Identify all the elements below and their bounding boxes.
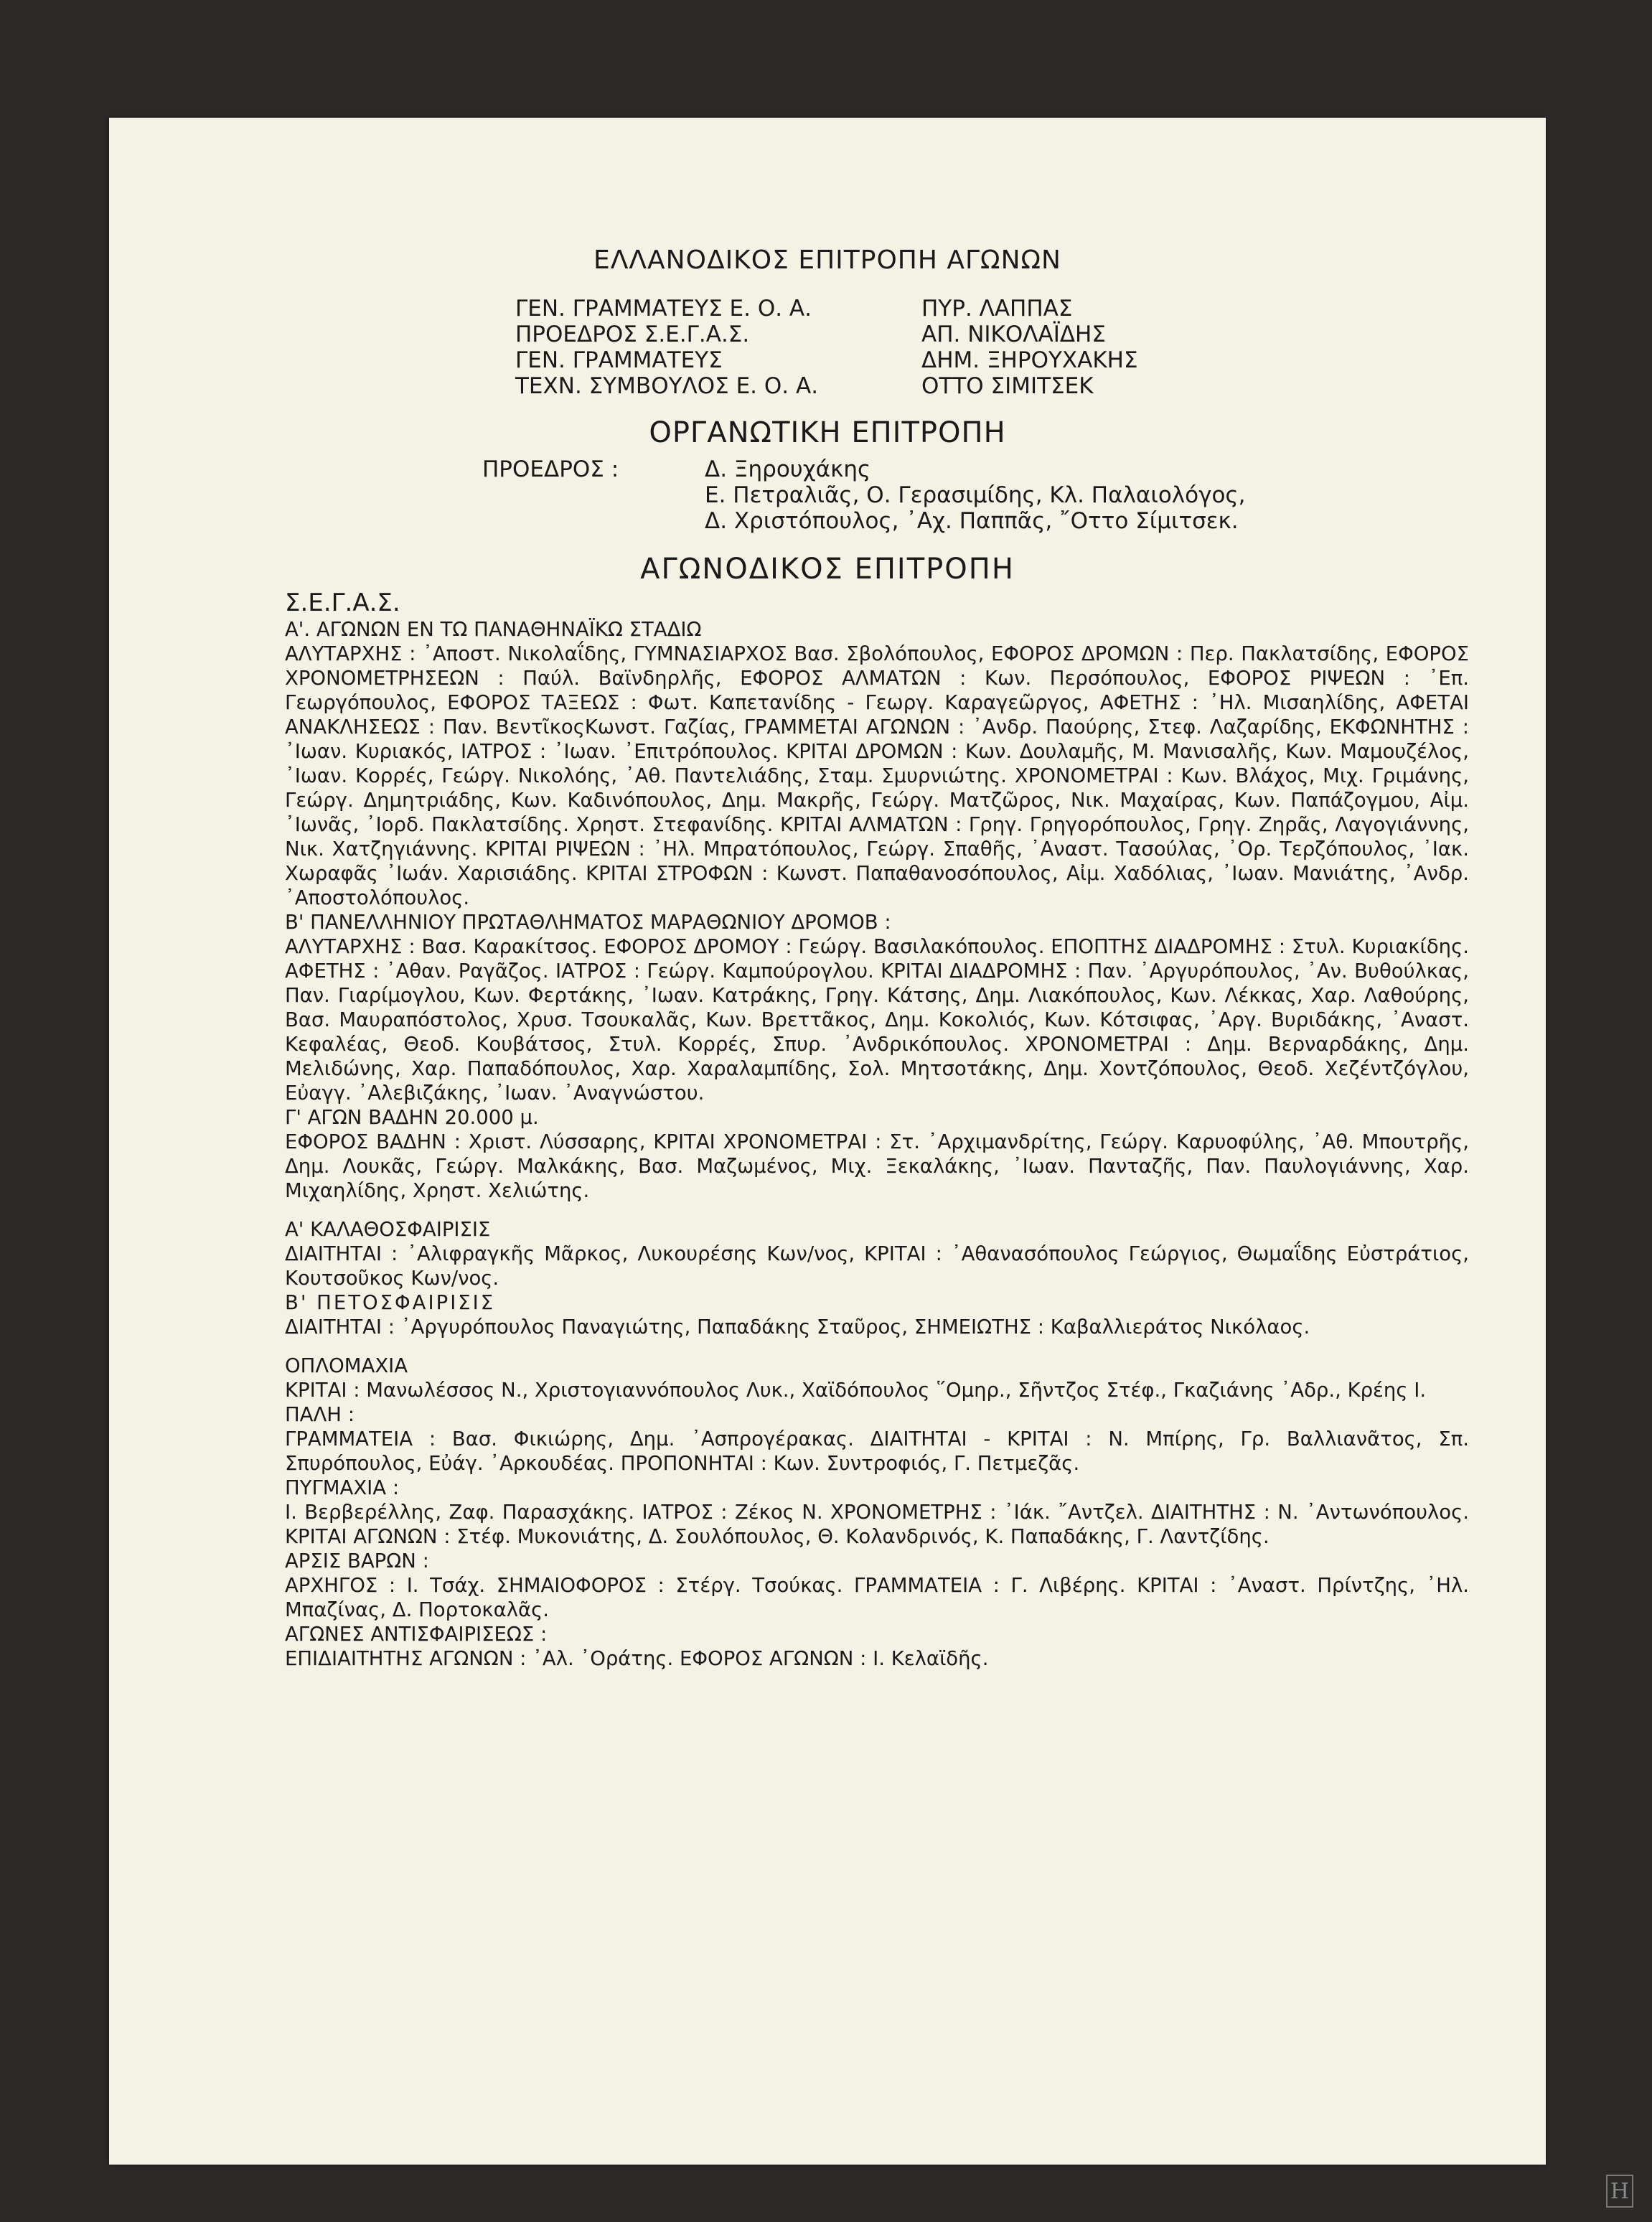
organizing-line: Δ. Χριστόπουλος, ᾿Αχ. Παππᾶς, ῎Οττο Σίμιτσεκ. [705, 508, 1239, 534]
official-role: ΓΕΝ. ΓΡΑΜΜΑΤΕΥΣ Ε. Ο. Α. [515, 296, 812, 322]
official-name: ΠΥΡ. ΛΑΠΠΑΣ [921, 296, 1073, 322]
section-heading-stadium: Α'. ΑΓΩΝΩΝ ΕΝ ΤΩ ΠΑΝΑΘΗΝΑΪΚΩ ΣΤΑΔΙΩ [285, 618, 702, 641]
heading-organizing-committee: ΟΡΓΑΝΩΤΙΚΗ ΕΠΙΤΡΟΠΗ [649, 416, 1006, 449]
organizing-line: Ε. Πετραλιᾶς, Ο. Γερασιμίδης, Κλ. Παλαιολόγος, [705, 482, 1246, 508]
section-heading-volleyball: Β' ΠΕΤΟΣΦΑΙΡΙΣΙΣ [285, 1291, 496, 1314]
section-text-volleyball: ΔΙΑΙΤΗΤΑΙ : ᾿Αργυρόπουλος Παναγιώτης, Παπαδάκης Σταῦρος, ΣΗΜΕΙΩΤΗΣ : Καβαλλιεράτος Νικόλαος. [285, 1316, 1310, 1339]
heading-agonodikos-committee: ΑΓΩΝΟΔΙΚΟΣ ΕΠΙΤΡΟΠΗ [640, 553, 1015, 586]
section-text-table-tennis: ΕΠΙΔΙΑΙΤΗΤΗΣ ΑΓΩΝΩΝ : ᾿Αλ. ᾿Οράτης. ΕΦΟΡΟΣ ΑΓΩΝΩΝ : Ι. Κελαϊδῆς. [285, 1647, 989, 1670]
section-text-boxing: Ι. Βερβερέλλης, Ζαφ. Παρασχάκης. ΙΑΤΡΟΣ : Ζέκος Ν. ΧΡΟΝΟΜΕΤΡΗΣ : ᾿Ιάκ. ῎Αντζελ. ΔΙΑΙΤΗΤΗΣ : Ν. ᾿Αντωνόπουλος. ΚΡΙΤΑΙ ΑΓΩΝΩΝ : Στέφ. Μυκονιάτης, Δ. Σουλόπουλος, Θ. Κολανδρινός, Κ. Παπαδάκης, Γ. Λαντζίδης. [285, 1501, 1469, 1548]
section-heading-table-tennis: ΑΓΩΝΕΣ ΑΝΤΙΣΦΑΙΡΙΣΕΩΣ : [285, 1623, 548, 1646]
section-heading-boxing: ΠΥΓΜΑΧΙΑ : [285, 1476, 400, 1499]
organizing-members [705, 456, 1245, 534]
official-role: ΠΡΟΕΔΡΟΣ Σ.Ε.Γ.Α.Σ. [515, 322, 750, 347]
section-heading-basketball: Α' ΚΑΛΑΘΟΣΦΑΙΡΙΣΙΣ [285, 1218, 491, 1241]
section-text-fencing: ΚΡΙΤΑΙ : Μανωλέσσος Ν., Χριστογιαννόπουλος Λυκ., Χαϊδόπουλος ῞Ομηρ., Σῆντζος Στέφ., Γκαζιάνης ᾿Αδρ., Κρέης Ι. [285, 1379, 1427, 1402]
section-text-wrestling: ΓΡΑΜΜΑΤΕΙΑ : Βασ. Φικιώρης, Δημ. ᾿Ασπρογέρακας. ΔΙΑΙΤΗΤΑΙ - ΚΡΙΤΑΙ : Ν. Μπίρης, Γρ. Βαλλιανᾶτος, Σπ. Σπυρόπουλος, Εὐάγ. ᾿Αρκουδέας. ΠΡΟΠΟΝΗΤΑΙ : Κων. Συντροφιός, Γ. Πετμεζᾶς. [285, 1428, 1469, 1475]
heading-hellanodikos-committee: ΕΛΛΑΝΟΔΙΚΟΣ ΕΠΙΤΡΟΠΗ ΑΓΩΝΩΝ [593, 245, 1061, 275]
section-heading-marathon: Β' ΠΑΝΕΛΛΗΝΙΟΥ ΠΡΩΤΑΘΛΗΜΑΤΟΣ ΜΑΡΑΘΩΝΙΟΥ ΔΡΟΜΟΒ : [285, 911, 891, 934]
section-text-stadium: ΑΛΥΤΑΡΧΗΣ : ᾿Αποστ. Νικολαΐδης, ΓΥΜΝΑΣΙΑΡΧΟΣ Βασ. Σβολόπουλος, ΕΦΟΡΟΣ ΔΡΟΜΩΝ : Περ. Πακλατσίδης, ΕΦΟΡΟΣ ΧΡΟΝΟΜΕΤΡΗΣΕΩΝ : Παύλ. Βαϊνδηρλῆς, ΕΦΟΡΟΣ ΑΛΜΑΤΩΝ : Κων. Περσόπουλος, ΕΦΟΡΟΣ ΡΙΨΕΩΝ : ᾿Επ. Γεωργόπουλος, ΕΦΟΡΟΣ ΤΑΞΕΩΣ : Φωτ. Καπετανίδης - Γεωργ. Καραγεῶργος, ΑΦΕΤΗΣ : ᾿Ηλ. Μισαηλίδης, ΑΦΕΤΑΙ ΑΝΑΚΛΗΣΕΩΣ : Παν. ΒεντῖκοςΚωνστ. Γαζίας, ΓΡΑΜΜΕΤΑΙ ΑΓΩΝΩΝ : ᾿Ανδρ. Παούρης, Στεφ. Λαζαρίδης, ΕΚΦΩΝΗΤΗΣ : ᾿Ιωαν. Κυριακός, ΙΑΤΡΟΣ : ᾿Ιωαν. ᾿Επιτρόπουλος. ΚΡΙΤΑΙ ΔΡΟΜΩΝ : Κων. Δουλαμῆς, Μ. Μανισαλῆς, Κων. Μαμουζέλος, ᾿Ιωαν. Κορρές, Γεώργ. Νικολόης, ᾿Αθ. Παντελιάδης, Σταμ. Σμυρνιώτης. ΧΡΟΝΟΜΕΤΡΑΙ : Κων. Βλάχος, Μιχ. Γριμάνης, Γεώργ. Δημητριάδης, Κων. Καδινόπουλος, Δημ. Μακρῆς, Γεώργ. Ματζῶρος, Νικ. Μαχαίρας, Κων. Παπάζογμου, Αἰμ. ᾿Ιωνᾶς, ᾿Ιορδ. Πακλατσίδης. Χρηστ. Στεφανίδης. ΚΡΙΤΑΙ ΑΛΜΑΤΩΝ : Γρηγ. Γρηγορόπουλος, Γρηγ. Ζηρᾶς, Λαγογιάννης, Νικ. Χατζηγιάννης. ΚΡΙΤΑΙ ΡΙΨΕΩΝ : ᾿Ηλ. Μπρατόπουλος, Γεώργ. Σπαθῆς, ᾿Αναστ. Τασούλας, ᾿Ορ. Τερζόπουλος, ᾿Ιακ. Χωραφᾶς ᾿Ιωάν. Χαρισιάδης. ΚΡΙΤΑΙ ΣΤΡΟΦΩΝ : Κωνστ. Παπαθανοσόπουλος, Αἰμ. Χαδόλιας, ᾿Ιωαν. Μανιάτης, ᾿Ανδρ. ᾿Αποστολόπουλος. [285, 642, 1469, 909]
section-heading-walk: Γ' ΑΓΩΝ ΒΑΔΗΝ 20.000 μ. [285, 1106, 539, 1129]
officials-body [285, 589, 1469, 1671]
section-text-basketball: ΔΙΑΙΤΗΤΑΙ : ᾿Αλιφραγκῆς Μᾶρκος, Λυκουρέσης Κων/νος, ΚΡΙΤΑΙ : ᾿Αθανασόπουλος Γεώργιος, Θωμαΐδης Εὐστράτιος, Κουτσοῦκος Κων/νος. [285, 1242, 1469, 1290]
section-heading-fencing: ΟΠΛΟΜΑΧΙΑ [285, 1354, 408, 1377]
section-text-weightlifting: ΑΡΧΗΓΟΣ : Ι. Τσάχ. ΣΗΜΑΙΟΦΟΡΟΣ : Στέργ. Τσούκας. ΓΡΑΜΜΑΤΕΙΑ : Γ. Λιβέρης. ΚΡΙΤΑΙ : ᾿Αναστ. Πρίντζης, ᾿Ηλ. Μπαζίνας, Δ. Πορτοκαλᾶς. [285, 1574, 1469, 1621]
archive-logo-icon: H [1606, 2175, 1633, 2208]
official-role: ΤΕΧΝ. ΣΥΜΒΟΥΛΟΣ Ε. Ο. Α. [515, 373, 819, 399]
spacer [285, 1203, 1469, 1217]
spacer [285, 1339, 1469, 1354]
document-page [109, 118, 1546, 2165]
section-text-marathon: ΑΛΥΤΑΡΧΗΣ : Βασ. Καρακίτσος. ΕΦΟΡΟΣ ΔΡΟΜΟΥ : Γεώργ. Βασιλακόπουλος. ΕΠΟΠΤΗΣ ΔΙΑΔΡΟΜΗΣ : Στυλ. Κυριακίδης. ΑΦΕΤΗΣ : ᾿Αθαν. Ραγᾶζος. ΙΑΤΡΟΣ : Γεώργ. Καμπούρογλου. ΚΡΙΤΑΙ ΔΙΑΔΡΟΜΗΣ : Παν. ᾿Αργυρόπουλος, ᾿Αν. Βυθούλκας, Παν. Γιαρίμογλου, Κων. Φερτάκης, ᾿Ιωαν. Κατράκης, Γρηγ. Κάτσης, Δημ. Λιακόπουλος, Κων. Λέκκας, Χαρ. Λαθούρης, Βασ. Μαυραπόστολος, Χρυσ. Τσουκαλᾶς, Κων. Βρεττᾶκος, Δημ. Κοκολιός, Κων. Κότσιφας, ᾿Αργ. Βυριδάκης, ᾿Αναστ. Κεφαλέας, Θεοδ. Κουβάτσος, Στυλ. Κορρές, Σπυρ. ᾿Ανδρικόπουλος. ΧΡΟΝΟΜΕΤΡΑΙ : Δημ. Βερναρδάκης, Δημ. Μελιδώνης, Χαρ. Παπαδόπουλος, Χαρ. Χαραλαμπίδης, Σολ. Μητσοτάκης, Δημ. Χοντζόπουλος, Θεοδ. Χεζέντζόγλου, Εὐαγγ. ᾿Αλεβιζάκης, ᾿Ιωαν. ᾿Αναγνώστου. [285, 935, 1469, 1105]
section-heading-wrestling: ΠΑΛΗ : [285, 1403, 355, 1426]
official-name: ΔΗΜ. ΞΗΡΟΥΧΑΚΗΣ [921, 347, 1138, 373]
organizing-line: Δ. Ξηρουχάκης [705, 456, 871, 482]
official-name: ΑΠ. ΝΙΚΟΛΑΪΔΗΣ [921, 322, 1106, 347]
segas-heading: Σ.Ε.Γ.Α.Σ. [285, 589, 400, 617]
official-name: ΟΤΤΟ ΣΙΜΙΤΣΕΚ [921, 373, 1094, 399]
section-text-walk: ΕΦΟΡΟΣ ΒΑΔΗΝ : Χριστ. Λύσσαρης, ΚΡΙΤΑΙ ΧΡΟΝΟΜΕΤΡΑΙ : Στ. ᾿Αρχιμανδρίτης, Γεώργ. Καρυοφύλης, ᾿Αθ. Μπουτρῆς, Δημ. Λουκᾶς, Γεώργ. Μαλκάκης, Βασ. Μαζωμένος, Μιχ. Ξεκαλάκης, ᾿Ιωαν. Πανταζῆς, Παν. Παυλογιάννης, Χαρ. Μιχαηλίδης, Χρηστ. Χελιώτης. [285, 1130, 1469, 1202]
section-heading-weightlifting: ΑΡΣΙΣ ΒΑΡΩΝ : [285, 1550, 429, 1572]
official-role: ΓΕΝ. ΓΡΑΜΜΑΤΕΥΣ [515, 347, 723, 373]
organizing-president-label: ΠΡΟΕΔΡΟΣ : [482, 456, 619, 482]
